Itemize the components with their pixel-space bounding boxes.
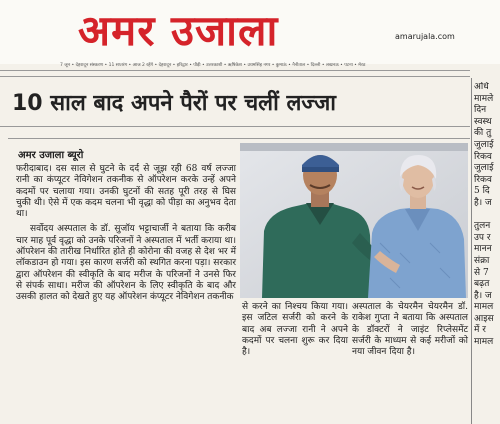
masthead-rule-lower (0, 76, 470, 77)
adjacent-article-column (474, 82, 500, 349)
masthead (0, 0, 500, 64)
article-column-2: से करने का निश्चय किया गया। इस जटिल सर्जरी को करने के बाद अब लज्जा रानी ने अपने कदमों पर चलना शुरू कर दिया है। (242, 302, 348, 358)
adjacent-column-line: जुलाई (474, 163, 494, 174)
adjacent-column-line: मामल (474, 337, 494, 348)
adjacent-column-line: उप र (474, 232, 491, 243)
adjacent-column-line: में र (474, 325, 486, 336)
masthead-rule (0, 70, 470, 71)
article-photo (240, 143, 468, 298)
adjacent-column-line: दिन (474, 105, 487, 116)
adjacent-column-line: है। ज (474, 197, 492, 208)
adjacent-column-line: से 7 (474, 267, 489, 278)
adjacent-column-line: मामले (474, 93, 494, 104)
adjacent-column-line: तुलन (474, 221, 491, 232)
adjacent-column-line: स्वस्थ (474, 116, 492, 127)
adjacent-column-line: आइस (474, 313, 494, 324)
adjacent-column-line: अधि (474, 82, 489, 92)
adjacent-column-line: 5 दि (474, 186, 490, 197)
adjacent-column-line: रिकव (474, 174, 492, 185)
byline-rule (8, 138, 470, 139)
adjacent-column-line: जुलाई (474, 139, 494, 150)
adjacent-column-line: है। ज (474, 290, 492, 301)
article-headline: 10 साल बाद अपने पैरों पर चलीं लज्जा (12, 91, 336, 116)
newspaper-logo: अमर उजाला (78, 6, 279, 55)
article-paragraph-1: फरीदाबाद। दस साल से घुटने के दर्द से जूझ रही 68 वर्ष लज्जा रानी का कंप्यूटर नेविगेशन तकनीक से ऑपरेशन करके उन्हें अपने कदमों पर चलाया गया। उनकी घुटनों की सतह पूरी तरह से घिस चुकी थी। ऐसे में एक कदम चलना भी वृद्धा को पीड़ा का अनुभव देता था। (16, 164, 236, 220)
adjacent-column-line: संक्रा (474, 255, 490, 266)
article-byline: अमर उजाला ब्यूरो (18, 150, 84, 161)
doctor-and-patient-photo (240, 143, 468, 298)
adjacent-column-line: मामल (474, 302, 494, 313)
adjacent-column-line: की तु (474, 128, 492, 139)
website-address: amarujala.com (395, 32, 455, 41)
article-column-1 (16, 164, 236, 304)
edition-dateline: 7 जून • देहरादून संस्करण • 11 सप्तरंग • आज 2 रहेंगे • देहरादून • हरिद्वार • पौड़ी • उत्तरकाशी • ऋषिकेश • उधमसिंह नगर • कुमाऊं • नैनीताल • दिल्ली • लखनऊ • पटना • मेरठ (60, 63, 366, 68)
adjacent-column-line (474, 210, 500, 222)
adjacent-column-line: रिकव (474, 151, 492, 162)
headline-rule (0, 126, 470, 127)
article-column-3: अस्पताल के चेयरमैन चेयरमैन डॉ. राकेश गुप्ता ने बताया कि अस्पताल के डॉक्टरों ने जाइंट रिप्लेसमेंट सर्जरी के माध्यम से कई मरीजों को नया जीवन दिया है। (352, 302, 468, 358)
adjacent-column-line: बढ़त (474, 279, 490, 290)
column-divider (471, 78, 472, 424)
adjacent-column-line: मानन (474, 244, 492, 255)
article-paragraph-2: सर्वोदय अस्पताल के डॉ. सुजॉय भट्टाचार्जी ने बताया कि करीब चार माह पूर्व वृद्धा को उनके परिजनों ने अस्पताल में भर्ती कराया था। ऑपरेशन की तारीख निर्धारित होते ही कोरोना की वजह से देश भर में लॉकडाउन हो गया। इस कारण सर्जरी को स्थगित करना पड़ा। सरकार द्वारा ऑपरेशन की स्वीकृति के बाद मरीज के परिजनों ने उनसे फिर से संपर्क साधा। मरीज की ऑपरेशन के लिए स्वीकृति के बाद और उसकी हालत को देखते हुए यह ऑपरेशन कंप्यूटर नेविगेशन तकनीक (16, 224, 236, 303)
